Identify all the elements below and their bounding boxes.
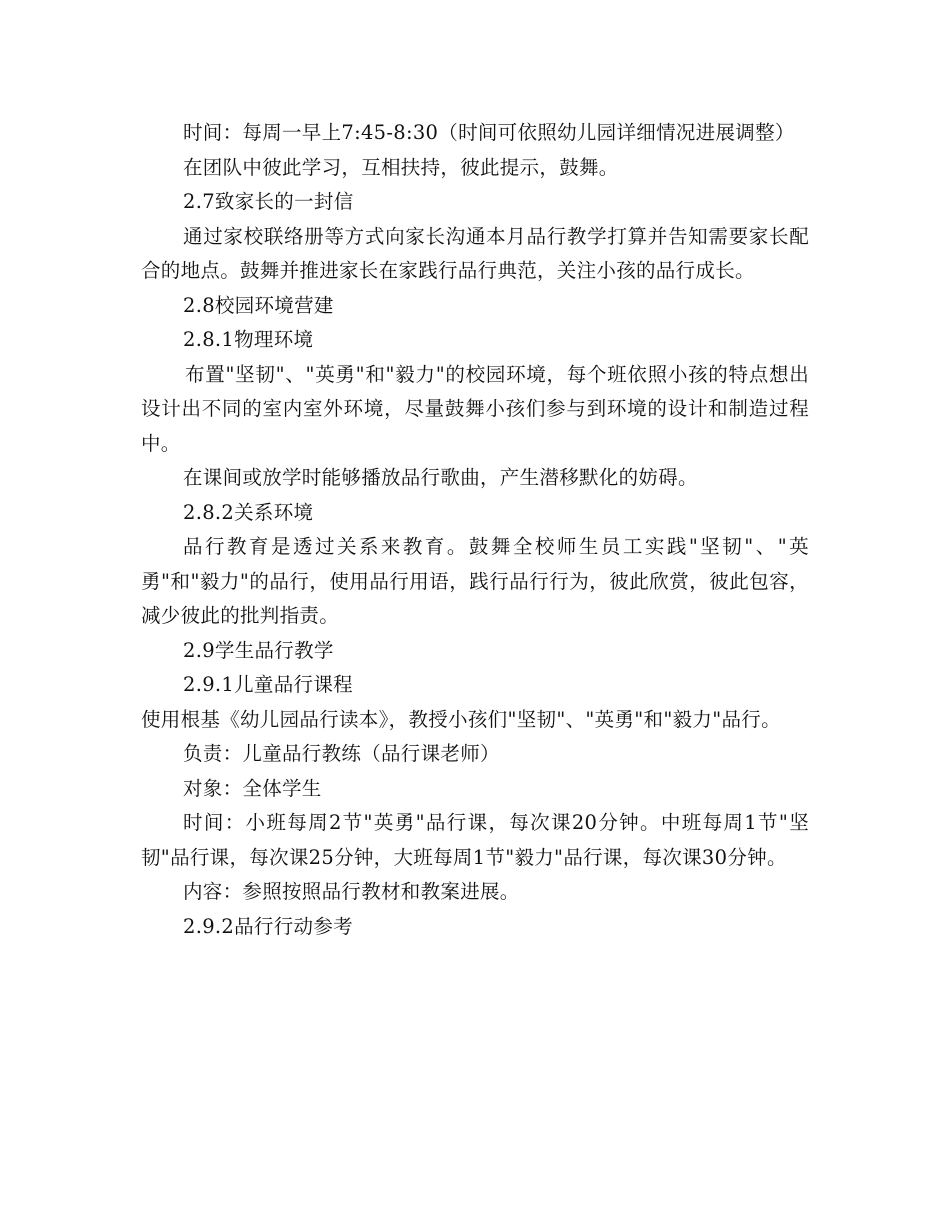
heading-2-8-1-physical-environment: 2.8.1物理环境	[183, 328, 314, 351]
heading-2-7-parent-letter: 2.7致家长的一封信	[183, 190, 354, 213]
document-page	[141, 116, 809, 944]
paragraph-relationship-education: 品行教育是透过关系来教育。鼓舞全校师生员工实践"坚韧"、"英勇"和"毅力"的品行，使用品行用语，践行品行行为，彼此欣赏，彼此包容，减少彼此的批判指责。	[141, 535, 809, 627]
paragraph-responsible: 负责：儿童品行教练（品行课老师）	[183, 742, 500, 765]
heading-2-9-1-children-character-course: 2.9.1儿童品行课程	[183, 673, 353, 696]
paragraph-schedule-time: 时间：每周一早上7:45-8:30（时间可依照幼儿园详细情况进展调整）	[183, 121, 795, 144]
paragraph-textbook-usage: 使用根基《幼儿园品行读本》，教授小孩们"坚韧"、"英勇"和"毅力"品行。	[141, 707, 781, 731]
heading-2-8-2-relationship-environment: 2.8.2关系环境	[183, 500, 314, 524]
heading-2-8-campus-environment: 2.8校园环境营建	[183, 293, 334, 317]
paragraph-parent-communication: 通过家校联络册等方式向家长沟通本月品行教学打算并告知需要家长配合的地点。鼓舞并推进家长在家践行品行典范，关注小孩的品行成长。	[141, 224, 809, 282]
paragraph-character-songs: 在课间或放学时能够播放品行歌曲，产生潜移默化的妨碍。	[183, 466, 698, 489]
paragraph-class-schedule: 时间：小班每周2节"英勇"品行课，每次课20分钟。中班每周1节"坚韧"品行课，每次课25分钟，大班每周1节"毅力"品行课，每次课30分钟。	[141, 811, 809, 869]
paragraph-physical-environment: 布置"坚韧"、"英勇"和"毅力"的校园环境，每个班依照小孩的特点想出设计出不同的室内室外环境，尽量鼓舞小孩们参与到环境的设计和制造过程中。	[141, 362, 809, 455]
heading-2-9-student-character-teaching: 2.9学生品行教学	[183, 638, 334, 662]
paragraph-target-audience: 对象：全体学生	[183, 776, 322, 800]
heading-2-9-2-character-action-reference: 2.9.2品行行动参考	[183, 914, 353, 938]
paragraph-team-learning: 在团队中彼此学习，互相扶持，彼此提示，鼓舞。	[183, 155, 619, 179]
paragraph-content: 内容：参照按照品行教材和教案进展。	[183, 880, 520, 903]
